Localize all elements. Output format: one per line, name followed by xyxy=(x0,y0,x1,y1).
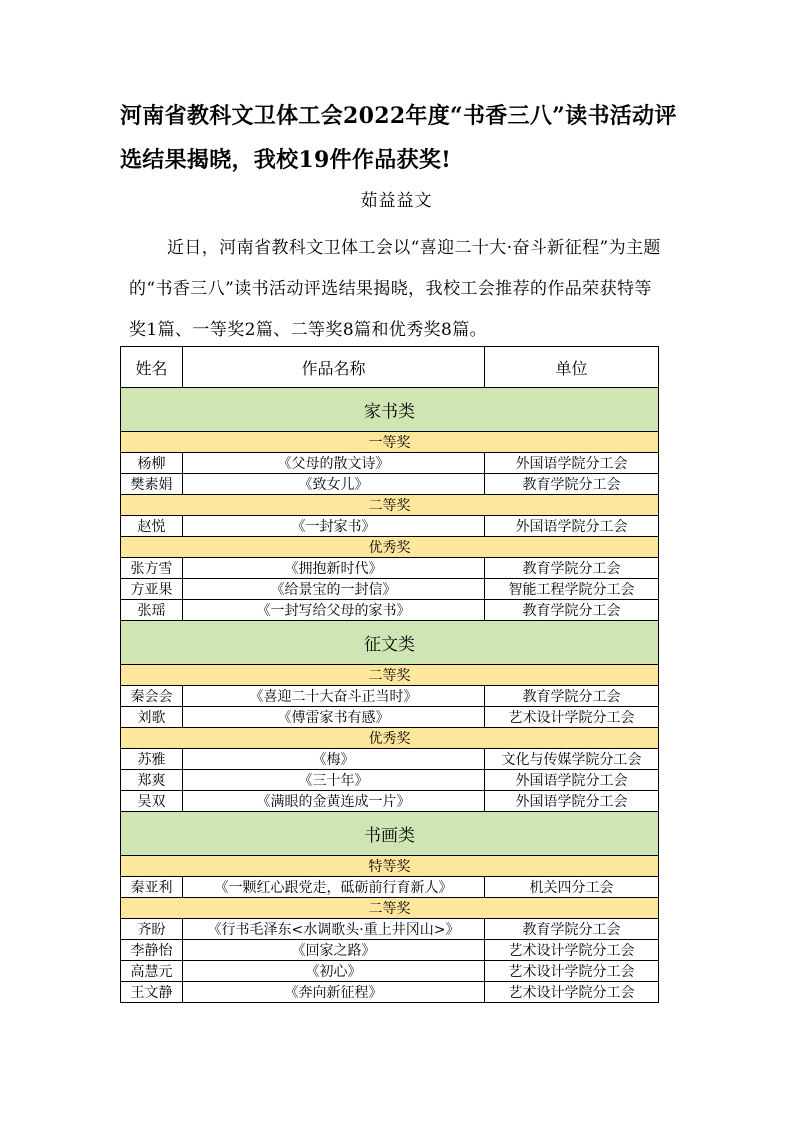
work-title: 《回家之路》 xyxy=(183,940,485,961)
award-level-label: 特等奖 xyxy=(121,856,659,877)
award-level-row xyxy=(121,898,659,919)
winner-name: 赵悦 xyxy=(121,516,183,537)
winner-name: 王文静 xyxy=(121,982,183,1003)
award-level-label: 二等奖 xyxy=(121,665,659,686)
article-title: 河南省教科文卫体工会2022年度“书香三八”读书活动评选结果揭晓，我校19件作品获奖! xyxy=(120,103,677,173)
work-title: 《一封家书》 xyxy=(183,516,485,537)
category-label: 家书类 xyxy=(121,388,659,432)
winner-name: 郑爽 xyxy=(121,770,183,791)
work-title: 《给景宝的一封信》 xyxy=(183,579,485,600)
award-level-row xyxy=(121,665,659,686)
work-title: 《奔向新征程》 xyxy=(183,982,485,1003)
table-row xyxy=(121,516,659,537)
table-row xyxy=(121,877,659,898)
winner-unit: 外国语学院分工会 xyxy=(485,770,659,791)
table-row xyxy=(121,474,659,495)
intro-text: 近日，河南省教科文卫体工会以“喜迎二十大·奋斗新征程”为主题的“书香三八”读书活动评选结果揭晓，我校工会推荐的作品荣获特等奖1篇、一等奖2篇、二等奖8篇和优秀奖8篇。 xyxy=(129,238,661,340)
table-row xyxy=(121,749,659,770)
header-work: 作品名称 xyxy=(183,347,485,388)
winner-unit: 机关四分工会 xyxy=(485,877,659,898)
winner-name: 苏雅 xyxy=(121,749,183,770)
winner-name: 张方雪 xyxy=(121,558,183,579)
awards-table xyxy=(120,346,659,1003)
award-level-row xyxy=(121,495,659,516)
author-line: 茹益益文 xyxy=(360,191,433,211)
winner-unit: 艺术设计学院分工会 xyxy=(485,982,659,1003)
winner-name: 吴双 xyxy=(121,791,183,812)
table-header-row xyxy=(121,347,659,388)
work-title: 《满眼的金黄连成一片》 xyxy=(183,791,485,812)
winner-name: 秦会会 xyxy=(121,686,183,707)
winner-unit: 教育学院分工会 xyxy=(485,474,659,495)
category-label: 书画类 xyxy=(121,812,659,856)
winner-unit: 艺术设计学院分工会 xyxy=(485,961,659,982)
work-title: 《梅》 xyxy=(183,749,485,770)
award-level-row xyxy=(121,432,659,453)
award-level-label: 二等奖 xyxy=(121,898,659,919)
table-row xyxy=(121,600,659,621)
table-row xyxy=(121,453,659,474)
winner-unit: 外国语学院分工会 xyxy=(485,453,659,474)
winner-name: 杨柳 xyxy=(121,453,183,474)
category-row xyxy=(121,812,659,856)
winner-name: 方亚果 xyxy=(121,579,183,600)
work-title: 《拥抱新时代》 xyxy=(183,558,485,579)
table-row xyxy=(121,707,659,728)
header-name: 姓名 xyxy=(121,347,183,388)
work-title: 《行书毛泽东<水调歌头·重上井冈山>》 xyxy=(183,919,485,940)
awards-table-body xyxy=(121,347,659,1003)
winner-unit: 教育学院分工会 xyxy=(485,919,659,940)
table-row xyxy=(121,940,659,961)
winner-name: 高慧元 xyxy=(121,961,183,982)
winner-unit: 教育学院分工会 xyxy=(485,558,659,579)
award-level-label: 优秀奖 xyxy=(121,537,659,558)
work-title: 《父母的散文诗》 xyxy=(183,453,485,474)
table-row xyxy=(121,791,659,812)
work-title: 《致女儿》 xyxy=(183,474,485,495)
winner-unit: 艺术设计学院分工会 xyxy=(485,940,659,961)
award-level-label: 一等奖 xyxy=(121,432,659,453)
category-label: 征文类 xyxy=(121,621,659,665)
category-row xyxy=(121,388,659,432)
work-title: 《初心》 xyxy=(183,961,485,982)
header-unit: 单位 xyxy=(485,347,659,388)
award-level-label: 二等奖 xyxy=(121,495,659,516)
winner-unit: 教育学院分工会 xyxy=(485,600,659,621)
winner-unit: 艺术设计学院分工会 xyxy=(485,707,659,728)
winner-name: 张瑶 xyxy=(121,600,183,621)
work-title: 《一颗红心跟党走，砥砺前行育新人》 xyxy=(183,877,485,898)
winner-name: 李静怡 xyxy=(121,940,183,961)
work-title: 《三十年》 xyxy=(183,770,485,791)
table-row xyxy=(121,919,659,940)
winner-unit: 智能工程学院分工会 xyxy=(485,579,659,600)
winner-unit: 外国语学院分工会 xyxy=(485,791,659,812)
work-title: 《傅雷家书有感》 xyxy=(183,707,485,728)
table-row xyxy=(121,982,659,1003)
intro-paragraph xyxy=(129,228,669,351)
award-level-row xyxy=(121,728,659,749)
work-title: 《喜迎二十大奋斗正当时》 xyxy=(183,686,485,707)
table-row xyxy=(121,770,659,791)
award-level-label: 优秀奖 xyxy=(121,728,659,749)
winner-unit: 外国语学院分工会 xyxy=(485,516,659,537)
winner-name: 齐盼 xyxy=(121,919,183,940)
table-row xyxy=(121,558,659,579)
winner-name: 刘歌 xyxy=(121,707,183,728)
winner-unit: 教育学院分工会 xyxy=(485,686,659,707)
award-level-row xyxy=(121,537,659,558)
winner-unit: 文化与传媒学院分工会 xyxy=(485,749,659,770)
category-row xyxy=(121,621,659,665)
table-row xyxy=(121,686,659,707)
winner-name: 秦亚利 xyxy=(121,877,183,898)
award-level-row xyxy=(121,856,659,877)
table-row xyxy=(121,579,659,600)
table-row xyxy=(121,961,659,982)
winner-name: 樊素娟 xyxy=(121,474,183,495)
work-title: 《一封写给父母的家书》 xyxy=(183,600,485,621)
